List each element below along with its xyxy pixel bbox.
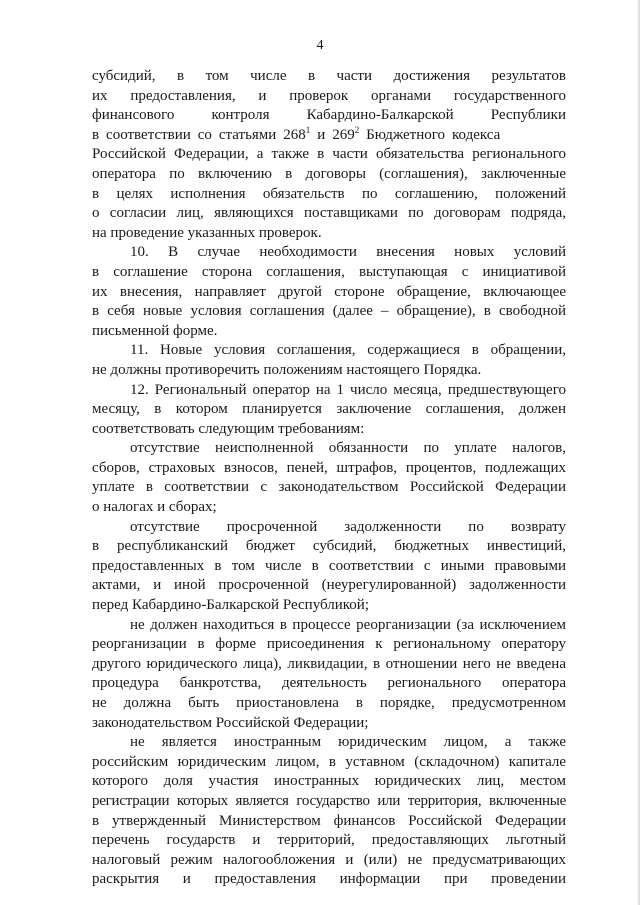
text-line: соответствовать следующим требованиям: [92, 420, 365, 437]
superscript: 2 [354, 124, 360, 135]
text-line: на проведение указанных проверок. [92, 224, 322, 241]
requirement-item-start: не должен находиться в процессе реорганизации (за исключением [130, 616, 566, 633]
paragraph-12-start: 12. Региональный оператор на 1 число месяца, предшествующего [130, 381, 566, 398]
text-line: не должны противоречить положениям настоящего Порядка. [92, 361, 482, 378]
text-line: в себя новые условия соглашения (далее – обращение), в свободной [92, 303, 566, 320]
text-line: о согласии лиц, являющихся поставщиками по договорам подряда, [92, 205, 566, 222]
text-line: актами, и иной просроченной (неурегулированной) задолженности [92, 577, 566, 594]
text-line: налоговый режим налогообложения и (или) не предусматривающих [92, 851, 566, 868]
superscript: 1 [305, 124, 311, 135]
text-line: их внесения, направляет другой стороне обращение, включающее [92, 283, 566, 300]
text-line: о налогах и сборах; [92, 499, 217, 516]
text-line: письменной форме. [92, 322, 218, 339]
text-line: Российской Федерации, а также в части обязательства регионального [92, 146, 566, 163]
text-line: в целях исполнения обязательств по соглашению, положений [92, 185, 566, 202]
text-line: процедура банкротства, деятельность регионального оператора [92, 675, 566, 692]
requirement-item-start: отсутствие просроченной задолженности по возврату [130, 518, 566, 535]
requirement-item-start: отсутствие неисполненной обязанности по уплате налогов, [130, 440, 566, 457]
paragraph-10-start: 10. В случае необходимости внесения новых условий [130, 244, 566, 261]
text-line: перечень государств и территорий, предоставляющих льготный [92, 832, 566, 849]
text-line: уплате в соответствии с законодательством Российской Федерации [92, 479, 566, 496]
text-line: законодательством Российской Федерации; [92, 714, 369, 731]
text-segment: Бюджетного кодекса [359, 126, 501, 143]
requirement-item-start: не является иностранным юридическим лицом, а также [130, 734, 566, 751]
text-line: в республиканский бюджет субсидий, бюджетных инвестиций, [92, 538, 566, 555]
text-line: в утвержденный Министерством финансов Российской Федерации [92, 812, 566, 829]
text-line: месяцу, в котором планируется заключение соглашения, должен [92, 401, 566, 418]
text-line: финансового контроля Кабардино-Балкарской Республики [92, 107, 566, 124]
text-line: перед Кабардино-Балкарской Республикой; [92, 597, 369, 614]
text-line: которого доля участия иностранных юридических лиц, местом [92, 773, 566, 790]
text-segment: и 269 [310, 126, 355, 143]
text-line: субсидий, в том числе в части достижения результатов [92, 68, 566, 84]
text-line: в соглашение сторона соглашения, выступающая с инициативой [92, 263, 566, 280]
text-line: реорганизации в форме присоединения к региональному оператору [92, 636, 566, 653]
text-line: не должна быть приостановлена в порядке, предусмотренном [92, 695, 566, 711]
text-line: их предоставления, и проверок органами государственного [92, 87, 566, 104]
text-line: оператора по включению в договоры (соглашения), заключенные [92, 165, 566, 182]
text-line: сборов, страховых взносов, пеней, штрафов, процентов, подлежащих [92, 459, 566, 476]
text-line: предоставленных в том числе в соответствии с иными правовыми [92, 557, 566, 574]
text-line: другого юридического лица), ликвидации, в отношении него не введена [92, 655, 566, 672]
paragraph-11-start: 11. Новые условия соглашения, содержащиеся в обращении, [130, 342, 566, 359]
text-line: российским юридическим лицом, в уставном (складочном) капитале [92, 753, 566, 770]
document-body [92, 67, 566, 890]
text-segment: в соответствии со статьями 268 [92, 126, 306, 143]
text-line: раскрытия и предоставления информации при проведении [92, 871, 566, 888]
text-line-with-article-refs [92, 126, 566, 146]
page-number: 4 [316, 38, 324, 53]
text-line: регистрации которых является государство или территория, включенные [92, 792, 566, 809]
